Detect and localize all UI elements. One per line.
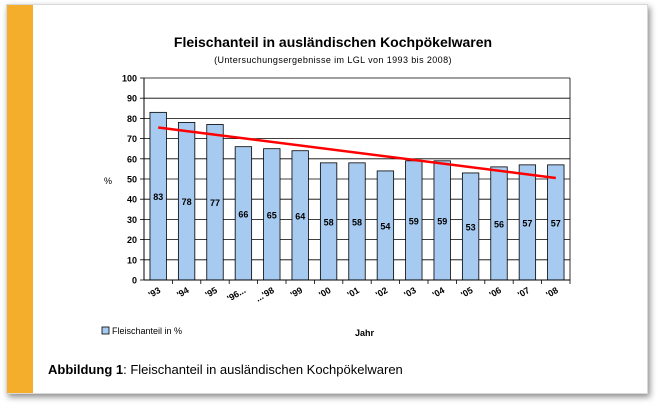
y-tick-label: 100 xyxy=(121,73,137,84)
x-tick-label: '94 xyxy=(175,285,191,300)
y-tick-label: 60 xyxy=(126,154,137,165)
x-tick-label: '07 xyxy=(515,285,532,300)
y-tick-label: 20 xyxy=(126,235,137,246)
data-label: 65 xyxy=(266,210,277,221)
x-tick-label: '05 xyxy=(459,285,475,300)
figure-caption xyxy=(48,362,403,377)
data-label: 66 xyxy=(238,209,249,220)
x-tick-label: ...'98 xyxy=(253,285,276,304)
caption-label: Abbildung 1 xyxy=(48,362,124,377)
data-label: 58 xyxy=(351,217,363,228)
bars xyxy=(150,112,564,280)
x-tick-label: '02 xyxy=(373,285,390,300)
caption-text: : Fleischanteil in ausländischen Kochpökelwaren xyxy=(123,362,403,377)
y-tick-label: 70 xyxy=(126,134,137,145)
x-tick-label: '08 xyxy=(544,285,560,300)
x-tick-label: '06 xyxy=(487,285,503,300)
x-tick-label: '95 xyxy=(203,285,219,300)
x-tick-label: '00 xyxy=(317,285,333,300)
data-label: 53 xyxy=(465,222,476,233)
y-tick-label: 90 xyxy=(126,93,137,104)
x-tick-label: '01 xyxy=(345,285,361,300)
data-label: 56 xyxy=(493,219,505,230)
legend-swatch xyxy=(102,327,109,334)
data-label: 58 xyxy=(323,217,334,228)
y-axis-label: % xyxy=(104,176,113,186)
legend-label: Fleischanteil in % xyxy=(112,326,183,336)
x-tick-label: '03 xyxy=(402,285,418,300)
x-tick-labels xyxy=(147,285,560,303)
chart-title: Fleischanteil in ausländischen Kochpökelwaren xyxy=(173,34,493,50)
x-tick-label: '04 xyxy=(430,285,447,300)
data-label: 54 xyxy=(380,221,391,232)
x-tick-label: '96... xyxy=(225,285,248,304)
chart-subtitle: (Untersuchungsergebnisse im LGL von 1993 bis 2008) xyxy=(214,55,452,65)
y-tick-label: 40 xyxy=(126,194,137,205)
data-label: 83 xyxy=(153,192,164,203)
data-label: 59 xyxy=(408,216,419,227)
data-label: 77 xyxy=(209,198,221,209)
data-label: 57 xyxy=(522,218,533,229)
data-label: 78 xyxy=(181,197,192,208)
y-tick-label: 80 xyxy=(126,113,137,124)
y-tick-labels xyxy=(122,74,137,286)
data-label: 59 xyxy=(437,216,448,227)
y-tick-label: 0 xyxy=(131,275,137,286)
y-tick-label: 50 xyxy=(126,174,137,185)
x-tick-label: '99 xyxy=(288,285,305,300)
legend xyxy=(102,326,182,336)
data-label: 64 xyxy=(295,211,306,222)
y-tick-label: 30 xyxy=(126,214,137,225)
x-tick-label: '93 xyxy=(146,285,163,300)
x-axis-label: Jahr xyxy=(355,328,375,338)
y-tick-label: 10 xyxy=(126,255,137,266)
data-label: 57 xyxy=(550,218,561,229)
